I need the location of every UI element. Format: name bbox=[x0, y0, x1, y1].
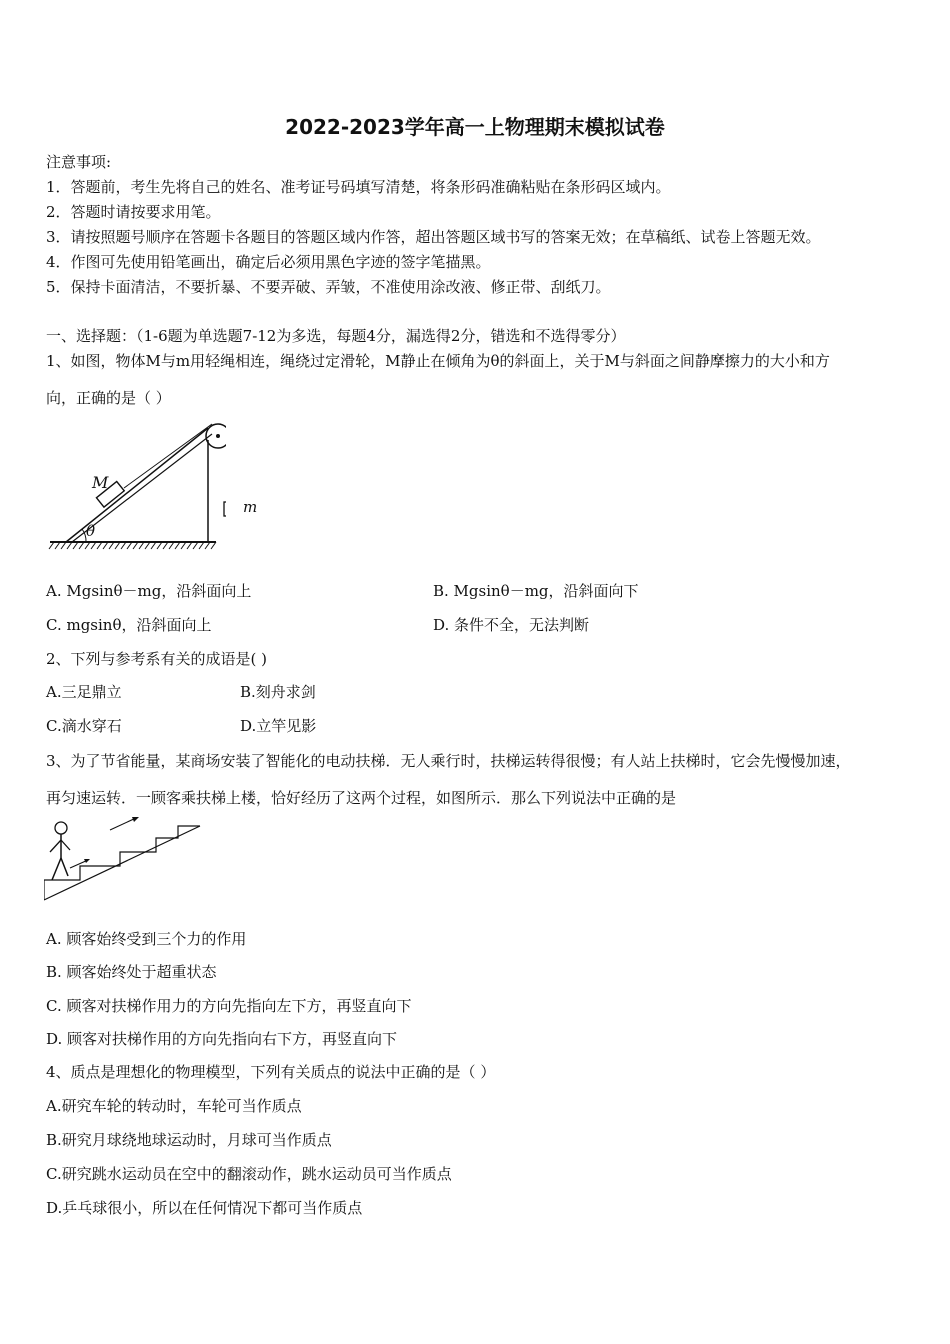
q3-escalator-figure bbox=[44, 816, 204, 904]
notice-item-1: 1．答题前，考生先将自己的姓名、准考证号码填写清楚，将条形码准确粘贴在条形码区域内。 bbox=[46, 178, 671, 196]
q4-stem: 4、质点是理想化的物理模型，下列有关质点的说法中正确的是（ ） bbox=[46, 1063, 496, 1081]
q1-option-a[interactable]: A. Mgsinθ－mg，沿斜面向上 bbox=[46, 582, 252, 600]
q1-stem-line2: 向，正确的是（ ） bbox=[46, 389, 171, 407]
exam-title: 2022-2023学年高一上物理期末模拟试卷 bbox=[285, 115, 665, 139]
q4-option-d[interactable]: D.乒乓球很小，所以在任何情况下都可当作质点 bbox=[46, 1199, 363, 1217]
q2-option-d[interactable]: D.立竿见影 bbox=[240, 717, 317, 735]
q1-incline-figure bbox=[46, 418, 258, 553]
q1-option-d[interactable]: D. 条件不全，无法判断 bbox=[433, 616, 590, 634]
q1-stem-line1: 1、如图，物体M与m用轻绳相连，绳绕过定滑轮，M静止在倾角为θ的斜面上，关于M与斜面之间静摩擦力的大小和方 bbox=[46, 352, 830, 370]
label-m: m bbox=[243, 498, 258, 516]
q4-option-a[interactable]: A.研究车轮的转动时，车轮可当作质点 bbox=[46, 1097, 302, 1115]
label-M: M bbox=[92, 473, 109, 492]
q4-option-b[interactable]: B.研究月球绕地球运动时，月球可当作质点 bbox=[46, 1131, 332, 1149]
q2-stem: 2、下列与参考系有关的成语是( ) bbox=[46, 650, 268, 668]
notice-item-5: 5．保持卡面清洁，不要折暴、不要弄破、弄皱，不准使用涂改液、修正带、刮纸刀。 bbox=[46, 278, 611, 296]
section-heading: 一、选择题：（1-6题为单选题7-12为多选，每题4分，漏选得2分，错选和不选得零分） bbox=[46, 327, 626, 345]
q1-option-c[interactable]: C. mgsinθ，沿斜面向上 bbox=[46, 616, 212, 634]
label-theta: θ bbox=[86, 522, 96, 540]
q3-option-b[interactable]: B. 顾客始终处于超重状态 bbox=[46, 963, 217, 981]
notice-item-4: 4．作图可先使用铅笔画出，确定后必须用黑色字迹的签字笔描黑。 bbox=[46, 253, 491, 271]
q2-option-a[interactable]: A.三足鼎立 bbox=[46, 683, 122, 701]
q2-option-c[interactable]: C.滴水穿石 bbox=[46, 717, 122, 735]
q4-option-c[interactable]: C.研究跳水运动员在空中的翻滚动作，跳水运动员可当作质点 bbox=[46, 1165, 452, 1183]
notice-item-3: 3．请按照题号顺序在答题卡各题目的答题区域内作答，超出答题区域书写的答案无效；在草稿纸、试卷上答题无效。 bbox=[46, 228, 821, 246]
q3-option-d[interactable]: D. 顾客对扶梯作用的方向先指向右下方，再竖直向下 bbox=[46, 1030, 398, 1048]
notice-item-2: 2．答题时请按要求用笔。 bbox=[46, 203, 221, 221]
q2-option-b[interactable]: B.刻舟求剑 bbox=[240, 683, 316, 701]
q3-option-a[interactable]: A. 顾客始终受到三个力的作用 bbox=[46, 930, 247, 948]
q3-stem-line2: 再匀速运转．一顾客乘扶梯上楼，恰好经历了这两个过程，如图所示．那么下列说法中正确的是 bbox=[46, 789, 677, 807]
q1-option-b[interactable]: B. Mgsinθ－mg，沿斜面向下 bbox=[433, 582, 639, 600]
q3-option-c[interactable]: C. 顾客对扶梯作用力的方向先指向左下方，再竖直向下 bbox=[46, 997, 412, 1015]
notice-heading: 注意事项: bbox=[46, 153, 112, 171]
q3-stem-line1: 3、为了节省能量，某商场安装了智能化的电动扶梯．无人乘行时，扶梯运转得很慢；有人站上扶梯时，它会先慢慢加速， bbox=[46, 752, 851, 770]
